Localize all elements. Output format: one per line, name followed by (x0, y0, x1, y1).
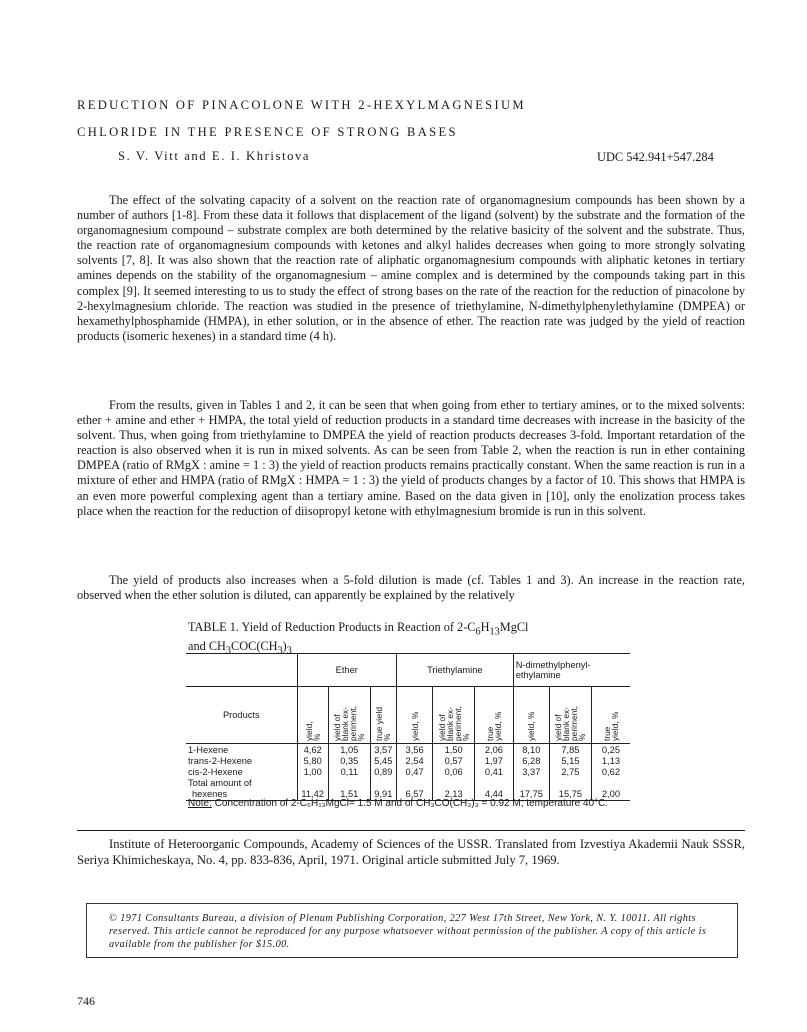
title-line-2: CHLORIDE IN THE PRESENCE OF STRONG BASES (77, 125, 458, 139)
row-header-products: Products (186, 687, 297, 744)
authors: S. V. Vitt and E. I. Khristova (118, 149, 311, 163)
sub-header: yield of blank ex- periment, % (332, 706, 367, 741)
paragraph-1: The effect of the solvating capacity of a solvent on the reaction rate of organomagnesium compounds has been shown by a number of authors [1-8]. From these data it follows that displacement of the ligand (solvent) by the substrate and the formation of the organomagnesium compound – substrate complex are both determined by the relative basicity of the solvent and the substrate. Thus, the reaction rate of organomagnesium compounds with ketones and alkyl halides decreases when going to more strongly solvating solvents [7, 8]. It was also shown that the reaction rate of aliphatic organomagnesium compounds with aliphatic ketones in tertiary amines depends on the stability of the organomagnesium – amine complex and is determined by the compounds taking part in this complex [9]. It seemed interesting to us to study the effect of strong bases on the rate of the reaction for the reduction of pinacolone by 2-hexylmagnesium chloride. The reaction was studied in the presence of triethylamine, N-dimethylphenylethylamine (DMPEA) or hexamethylphosphamide (HMPA), in ether solution, or in the absence of ether. The reaction rate was judged by the yield of reaction products (isomeric hexenes) in a standard time (4 h). (77, 193, 745, 343)
group-header-ether: Ether (297, 654, 396, 687)
table-caption: TABLE 1. Yield of Reduction Products in Reaction of $2-C_6H_{13}MgCl$ and $CH_3COC(CH_3)_3$ (188, 620, 529, 657)
sub-header: yield of blank ex- periment, % (436, 706, 471, 741)
group-header-triethylamine: Triethylamine (396, 654, 513, 687)
group-header-dmpea: N-dimethylphenyl- ethylamine (513, 654, 630, 687)
institution-note: Institute of Heteroorganic Compounds, Academy of Sciences of the USSR. Translated from Izvestiya Akademii Nauk SSSR, Seriya Khimicheskaya, No. 4, pp. 833-836, April, 1971. Original article submitted July 7, 1969. (77, 837, 745, 867)
note-text: Concentration of 2-C₆H₁₃MgCl= 1.5 M and of CH₃CO(CH₃)₃ = 0.92 M; temperature 40°C. (214, 798, 609, 809)
table-corner (186, 654, 297, 687)
table-row-total: hexenes 11,42 1,51 9,91 6,57 2,13 4,44 17,75 15,75 2,00 (186, 788, 630, 801)
divider (77, 830, 745, 831)
note-label: Note: (188, 798, 212, 809)
page-number: 746 (77, 994, 95, 1008)
sub-header: yield, % (526, 711, 537, 741)
product-name: cis-2-Hexene (188, 766, 243, 777)
udc-code: UDC 542.941+547.284 (597, 150, 714, 164)
article-title (77, 92, 737, 146)
copyright-text: © 1971 Consultants Bureau, a division of Plenum Publishing Corporation, 227 West 17th Street, New York, N. Y. 10011. All rights reserved. This article cannot be reproduced for any purpose whatsoever without permission of the publisher. A copy of this article is available from the publisher for $15.00. (109, 913, 707, 950)
paragraph-2: From the results, given in Tables 1 and 2, it can be seen that when going from ether to tertiary amines, or to the mixed solvents: ether + amine and ether + HMPA, the total yield of reduction products in a standard time decreases with increase in the basicity of the solvent. Thus, when going from triethylamine to DMPEA the yield of reaction products decreases 3-fold. Important retardation of the reaction is also observed when it is run in mixed solvents. As can be seen from Table 2, when the reaction is run in ether containing DMPEA (ratio of RMgX : amine = 1 : 3) the yield of reaction products remains practically constant. When the same reaction is run in a mixture of ether and HMPA (ratio of RMgX : HMPA = 1 : 3) the yield of products changes by a factor of 10. This shows that HMPA is an even more powerful complexing agent than a tertiary amine. Based on the data given in [10], only the enolization process takes place when the reaction for the reduction of diisopropyl ketone with ethylmagnesium bromide is run in this solvent. (77, 398, 745, 518)
sub-header: yield, % (409, 711, 420, 741)
sub-header: true yield, % (484, 711, 503, 741)
sub-header: yield of blank ex- periment, % (553, 706, 588, 741)
product-name: 1-Hexene (188, 744, 229, 755)
paragraph-3: The yield of products also increases when a 5-fold dilution is made (cf. Tables 1 and 3). An increase in the reaction rate, observed when the ether solution is diluted, can apparently be explained by the relatively (77, 573, 745, 603)
table-row: 1-Hexene 4,62 1,05 3,57 3,56 1,50 2,06 8,10 7,85 0,25 (186, 744, 630, 756)
title-line-1: REDUCTION OF PINACOLONE WITH 2-HEXYLMAGNESIUM (77, 98, 526, 112)
copyright-box (86, 903, 738, 958)
table-row: cis-2-Hexene 1,00 0,11 0,89 0,47 0,06 0,41 3,37 2,75 0,62 (186, 766, 630, 777)
table-note (188, 797, 628, 810)
total-label: Total amount of (188, 777, 252, 788)
product-name: trans-2-Hexene (188, 755, 253, 766)
sub-header: true yield, % (601, 711, 620, 741)
total-label: hexenes (186, 788, 297, 801)
sub-header: true yield % (374, 707, 393, 741)
table-row: trans-2-Hexene 5,80 0,35 5,45 2,54 0,57 1,97 6,28 5,15 1,13 (186, 755, 630, 766)
yield-table (186, 653, 630, 801)
sub-header: yield, % (303, 721, 322, 741)
table-row (186, 777, 630, 788)
